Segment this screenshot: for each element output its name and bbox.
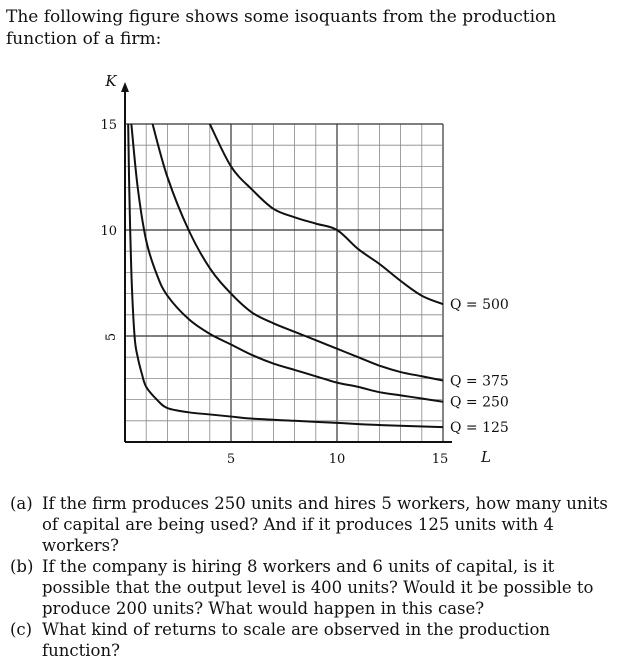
- y-tick-label: 5: [104, 332, 119, 342]
- question-b: [10, 556, 612, 619]
- x-tick-label: 5: [226, 452, 236, 467]
- question-c-label: (c): [10, 620, 33, 639]
- chart-series: [128, 124, 443, 427]
- question-a-label: (a): [10, 494, 33, 513]
- isoquant-curve: [153, 124, 443, 381]
- chart-series-labels: [450, 297, 509, 436]
- question-b-label: (b): [10, 557, 34, 576]
- series-label: Q = 125: [450, 420, 509, 437]
- y-axis-arrow: [121, 82, 129, 92]
- question-a-text: If the firm produces 250 units and hires 5 workers, how many units of capital are being used? And if it produces 125 units with 4 workers?: [42, 494, 608, 555]
- question-c-text: What kind of returns to scale are observed in the production function?: [42, 620, 551, 660]
- isoquant-curve: [131, 124, 443, 402]
- y-axis-label: K: [105, 72, 117, 90]
- intro-text: The following figure shows some isoquants from the production function of a firm:: [6, 7, 557, 49]
- x-tick-label: 10: [328, 452, 346, 467]
- question-b-text: If the company is hiring 8 workers and 6 units of capital, is it possible that the output level is 400 units? Would it be possible to produce 200 units? What would happen in this case?: [42, 557, 594, 618]
- x-tick-label: 15: [431, 452, 449, 467]
- isoquant-curve: [128, 124, 443, 427]
- series-label: Q = 250: [450, 394, 509, 411]
- chart-axes: [121, 82, 452, 442]
- question-c: [10, 619, 612, 661]
- series-label: Q = 375: [450, 373, 509, 390]
- question-list: [10, 493, 612, 661]
- series-label: Q = 500: [450, 297, 509, 314]
- question-a: [10, 493, 612, 556]
- x-axis-label: L: [481, 448, 491, 466]
- y-tick-label: 15: [100, 118, 117, 133]
- y-tick-label: 10: [100, 224, 117, 239]
- isoquant-curve: [210, 124, 443, 304]
- chart-ticks: [100, 118, 448, 467]
